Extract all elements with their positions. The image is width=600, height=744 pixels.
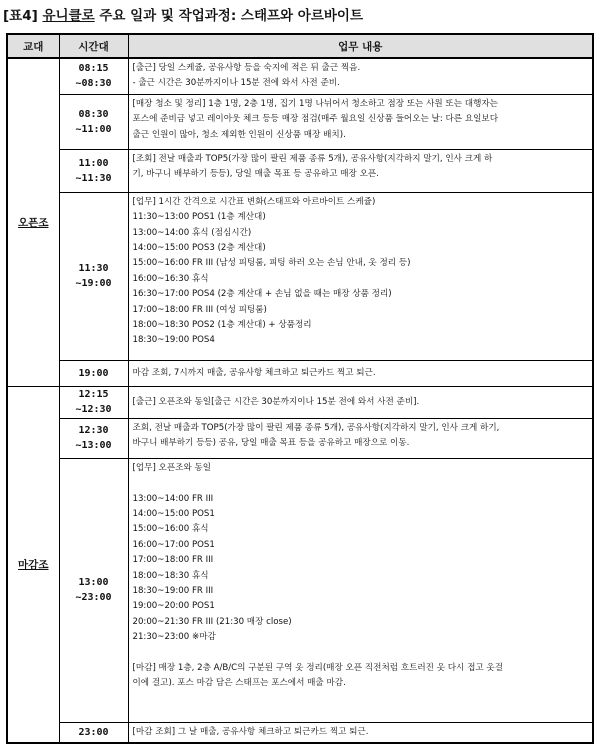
duty-cell bbox=[128, 458, 593, 722]
duty-line: 마감 조회, 7시까지 매출, 공유사항 체크하고 퇴근카드 찍고 퇴근. bbox=[132, 367, 376, 378]
duty-cell bbox=[128, 192, 593, 360]
duty-line: [마감 조회] 그 날 매출, 공유사항 체크하고 퇴근카드 찍고 퇴근. bbox=[132, 726, 369, 737]
time-cell: 12:15 ~12:30 bbox=[59, 386, 128, 418]
duty-line: 조회, 전날 매출과 TOP5(가장 많이 팔린 제품 종류 5개), 공유사항(지각하지 말기, 인사 크게 하기, bbox=[132, 422, 500, 433]
duty-line: 18:00~18:30 휴식 bbox=[132, 570, 209, 581]
title-brand: 유니클로 bbox=[42, 8, 95, 24]
time-cell: 23:00 bbox=[59, 722, 128, 743]
duty-line: 18:00~18:30 POS2 (1층 계산대) + 상품정리 bbox=[132, 320, 312, 331]
table-row bbox=[7, 360, 593, 386]
duty-line: - 출근 시간은 30분까지이나 15분 전에 와서 사전 준비. bbox=[132, 78, 340, 89]
document-title bbox=[3, 4, 363, 24]
duty-line: 18:30~19:00 FR III bbox=[132, 586, 214, 597]
duty-cell bbox=[128, 722, 593, 743]
duty-line: [업무] 오픈조와 동일 bbox=[132, 462, 212, 473]
duty-line: 16:30~17:00 POS4 (2층 계산대 + 손님 없을 때는 매장 상품 정리) bbox=[132, 289, 392, 300]
table-row bbox=[7, 149, 593, 192]
time-cell: 08:15 ~08:30 bbox=[59, 58, 128, 94]
table-header-row bbox=[7, 34, 593, 58]
shift-close-label: 마감조 bbox=[18, 559, 49, 572]
duty-line: 11:30~13:00 POS1 (1층 계산대) bbox=[132, 212, 266, 223]
duty-line: 15:00~16:00 휴식 bbox=[132, 524, 209, 535]
table-row bbox=[7, 458, 593, 722]
duty-line: 14:00~15:00 POS3 (2층 계산대) bbox=[132, 243, 266, 254]
duty-line: 17:00~18:00 FR III bbox=[132, 555, 214, 566]
shift-open bbox=[7, 58, 59, 386]
table-row bbox=[7, 58, 593, 94]
duty-line: 17:00~18:00 FR III (여성 피팅룸) bbox=[132, 304, 267, 315]
duty-line: 15:00~16:00 FR III (남성 피팅룸, 피팅 하러 오는 손님 안내, 옷 정리 등) bbox=[132, 258, 411, 269]
time-cell: 08:30 ~11:00 bbox=[59, 94, 128, 149]
time-cell: 12:30 ~13:00 bbox=[59, 418, 128, 458]
duty-line: 21:30~23:00 ※마감 bbox=[132, 632, 216, 643]
schedule-table bbox=[6, 33, 594, 744]
time-cell: 19:00 bbox=[59, 360, 128, 386]
duty-line: [출근] 오픈조와 동일[출근 시간은 30분까지이나 15분 전에 와서 사전 준비]. bbox=[132, 396, 420, 407]
table-row bbox=[7, 386, 593, 418]
duty-line: [출근] 당일 스케쥴, 공유사항 등을 숙지에 적은 뒤 출근 찍음. bbox=[132, 63, 361, 73]
table-row bbox=[7, 418, 593, 458]
duty-line: 바구니 배부하기 등등) 공유, 당일 매출 목표 등을 공유하고 매장으로 이동. bbox=[132, 438, 410, 449]
header-duty: 업무 내용 bbox=[128, 34, 593, 58]
duty-line: 13:00~14:00 휴식 (점심시간) bbox=[132, 227, 252, 238]
duty-line: 18:30~19:00 POS4 bbox=[132, 335, 215, 346]
shift-close bbox=[7, 386, 59, 743]
duty-line: 출근 인원이 많아, 청소 제외한 인원이 신상품 매장 배치). bbox=[132, 129, 346, 140]
duty-line: 이에 걸고). 포스 마감 담은 스태프는 포스에서 매출 마감. bbox=[132, 678, 346, 689]
duty-line: [마감] 매장 1층, 2층 A/B/C의 구분된 구역 옷 정리(매장 오픈 직전처럼 흐트러진 옷 다시 접고 옷걸 bbox=[132, 663, 504, 674]
duty-line: 16:00~17:00 POS1 bbox=[132, 539, 215, 550]
header-shift: 교대 bbox=[7, 34, 59, 58]
duty-line bbox=[133, 476, 590, 491]
table-row bbox=[7, 94, 593, 149]
duty-line: 포스에 준비금 넣고 레이아웃 체크 등등 매장 점검(매주 월요일 신상품 들어오는 날: 다른 요일보다 bbox=[132, 114, 499, 125]
duty-line: 19:00~20:00 POS1 bbox=[132, 601, 215, 612]
duty-cell bbox=[128, 360, 593, 386]
duty-line: 14:00~15:00 POS1 bbox=[132, 509, 215, 520]
duty-line: 20:00~21:30 FR III (21:30 매장 close) bbox=[132, 616, 292, 627]
duty-line bbox=[133, 646, 590, 661]
shift-open-label: 오픈조 bbox=[18, 216, 49, 229]
duty-line: 13:00~14:00 FR III bbox=[132, 493, 214, 504]
duty-cell bbox=[128, 58, 593, 94]
table-row bbox=[7, 722, 593, 743]
duty-cell bbox=[128, 149, 593, 192]
time-cell: 11:30 ~19:00 bbox=[59, 192, 128, 360]
duty-line: [매장 청소 및 정리] 1층 1명, 2층 1명, 집기 1명 나뉘어서 청소하고 점장 또는 사원 또는 대행자는 bbox=[132, 98, 498, 109]
duty-line: [조회] 전날 매출과 TOP5(가장 많이 팔린 제품 종류 5개), 공유사항(지각하지 말기, 인사 크게 하 bbox=[132, 153, 493, 164]
time-cell: 13:00 ~23:00 bbox=[59, 458, 128, 722]
duty-line: [업무] 1시간 간격으로 시간표 변화(스태프와 아르바이트 스케쥴) bbox=[132, 196, 376, 207]
duty-line: 16:00~16:30 휴식 bbox=[132, 273, 209, 284]
header-time: 시간대 bbox=[59, 34, 128, 58]
duty-line: 기, 바구니 배부하기 등등), 당일 매출 목표 등 공유하고 매장 오픈. bbox=[132, 169, 379, 180]
table-row bbox=[7, 192, 593, 360]
title-rest: 주요 일과 및 작업과정: 스태프와 아르바이트 bbox=[94, 8, 363, 24]
title-prefix: [표4] bbox=[3, 8, 43, 24]
time-cell: 11:00 ~11:30 bbox=[59, 149, 128, 192]
duty-cell bbox=[128, 94, 593, 149]
duty-cell bbox=[128, 418, 593, 458]
duty-cell bbox=[128, 386, 593, 418]
